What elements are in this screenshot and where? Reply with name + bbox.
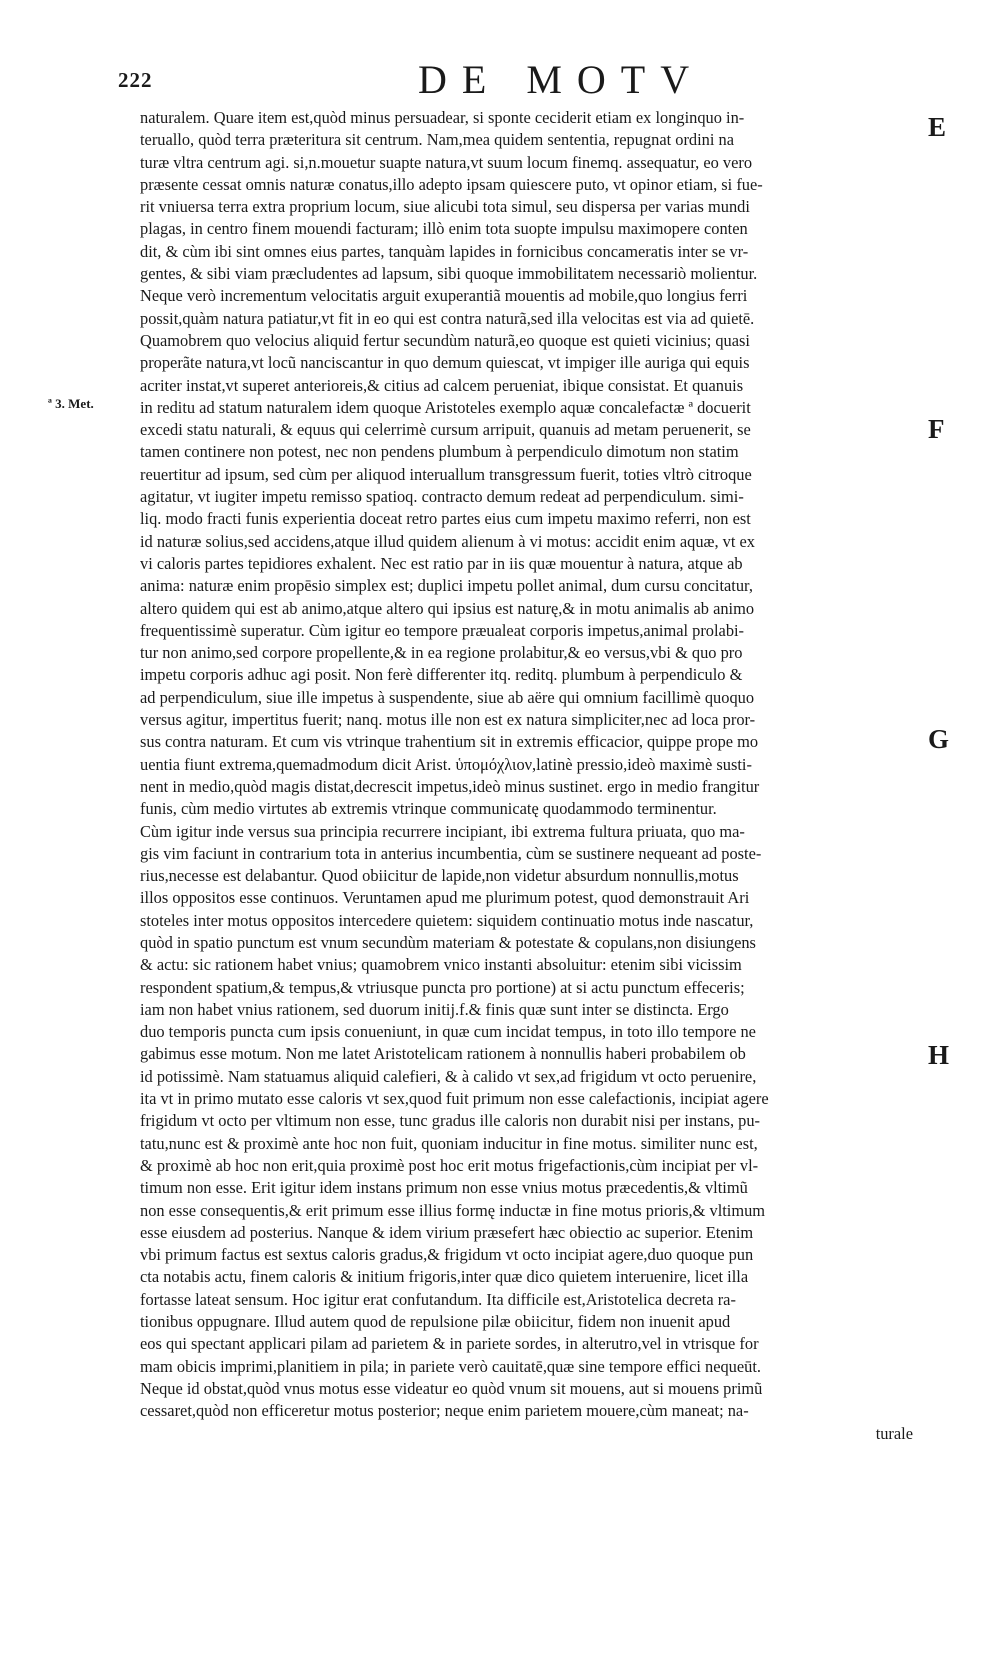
- text-line: funis, cùm medio virtutes ab extremis vtrinque communicatę quodammodo terminentur.: [140, 799, 717, 819]
- text-line: gentes, & sibi viam præcludentes ad lapsum, sibi quoque immobilitatem necessariò molientur.: [140, 264, 758, 284]
- text-line: & actu: sic rationem habet vnius; quamobrem vnico instanti absoluitur: etenim sibi vicissim: [140, 955, 742, 975]
- text-line: præsente cessat omnis naturæ conatus,illo adepto ipsam quiescere puto, vt opinor etiam, si fue-: [140, 174, 763, 194]
- text-line: plagas, in centro finem mouendi facturam; illò enim tota suopte impulsu maximopere conten: [140, 219, 748, 239]
- text-line: turæ vltra centrum agi. si,n.mouetur suapte natura,vt suum locum finemq. assequatur, eo vero: [140, 152, 753, 172]
- text-line: illos oppositos esse continuos. Veruntamen apud me plurimum potest, quod demonstrauit Ari: [140, 888, 750, 908]
- text-line: naturalem. Quare item est,quòd minus persuadear, si sponte ceciderit etiam ex longinquo in-: [140, 108, 745, 127]
- body-text: [140, 107, 915, 1445]
- catchword: turale: [875, 1423, 913, 1443]
- text-line: rit vniuersa terra extra proprium locum, siue alicubi tota simul, seu dispersa per varias mundi: [140, 197, 750, 217]
- text-line: versus agitur, impertitus fuerit; nanq. motus ille non est ex natura simpliciter,nec ad loca pror-: [140, 710, 756, 730]
- page-header: [118, 56, 918, 100]
- margin-letter-h: H: [928, 1040, 950, 1070]
- text-line: tatu,nunc est & proximè ante hoc non fuit, quoniam inducitur in fine motus. similiter nunc est,: [140, 1133, 758, 1153]
- text-line: tamen continere non potest, nec non pendens plumbum à perpendiculo dimotum non statim: [140, 442, 739, 462]
- text-line: Neque id obstat,quòd vnus motus esse videatur eo quòd vnum sit mouens, aut si mouens primũ: [140, 1378, 763, 1398]
- text-line: sus contra naturam. Et cum vis vtrinque trahentium sit in extremis efficacior, quippe prope mo: [140, 732, 759, 752]
- text-line: gis vim faciunt in contrarium tota in anterius incumbentia, cùm se sustinere nequeant ad poste-: [140, 843, 762, 863]
- text-line: agitatur, vt iugiter impetu remisso spatioq. contracto demum redeat ad perpendiculum. simi-: [140, 487, 744, 507]
- text-line: cta notabis actu, finem caloris & initium frigoris,inter quæ dico quietem interuenire, licet illa: [140, 1267, 749, 1287]
- text-line: liq. modo fracti funis experientia doceat retro partes eius cum impetu maximo referri, non est: [140, 509, 751, 529]
- text-line: impetu corporis adhuc agi posit. Non ferè differenter itq. reditq. plumbum à perpendiculo &: [140, 665, 743, 685]
- text-line: non esse consequentis,& erit primum esse illius formę inductæ in fine motus prioris,& vltimum: [140, 1200, 766, 1220]
- text-line: rius,necesse est delabantur. Quod obiicitur de lapide,non videtur absurdum nonnullis,motus: [140, 866, 739, 886]
- text-line: reuertitur ad ipsum, sed cùm per aliquod interuallum transgressum fuerit, toties vltrò citroque: [140, 464, 752, 484]
- text-line: dit, & cùm ibi sint omnes eius partes, tanquàm lapides in fornicibus concameratis inter se vr-: [140, 241, 749, 261]
- text-line: timum non esse. Erit igitur idem instans primum non esse vnius motus præcedentis,& vltimũ: [140, 1178, 748, 1198]
- text-line: tur non animo,sed corpore propellente,& in ea regione prolabitur,& eo versus,vbi & quo pro: [140, 643, 743, 663]
- text-line: id potissimè. Nam statuamus aliquid calefieri, & à calido vt sex,ad frigidum vt octo peruenire,: [140, 1066, 757, 1086]
- text-line: anima: naturæ enim propēsio simplex est; duplici impetu pollet animal, dum cursu concitatur,: [140, 576, 753, 596]
- text-line: cessaret,quòd non efficeretur motus posterior; neque enim parietem mouere,cùm maneat; na-: [140, 1401, 749, 1421]
- text-line: quòd in spatio punctum est vnum secundùm materiam & potestate & copulans,non disiungens: [140, 932, 756, 952]
- text-line: tionibus oppugnare. Illud autem quod de repulsione pilæ obiicitur, fidem non inuenit apud: [140, 1312, 731, 1332]
- text-line: fortasse lateat sensum. Hoc igitur erat confutandum. Ita difficile est,Aristotelica decreta ra-: [140, 1289, 736, 1309]
- text-line: excedi statu naturali, & equus qui celerrimè cursum arripuit, quanuis ad metam peruenerit, se: [140, 420, 751, 440]
- text-line: respondent spatium,& tempus,& vtriusque puncta pro portione) at si actu punctum effeceris;: [140, 977, 745, 997]
- text-line: eos qui spectant applicari pilam ad parietem & in pariete sordes, in alterutro,vel in vtrisque for: [140, 1334, 759, 1354]
- text-line: Quamobrem quo velocius aliquid fertur secundùm naturã,eo quoque est quieti vicinius; quasi: [140, 330, 750, 350]
- text-line: Cùm igitur inde versus sua principia recurrere incipiant, ibi extrema fultura priuata, quo ma-: [140, 821, 745, 841]
- text-line: duo temporis puncta cum ipsis conueniunt, in quæ cum incidat tempus, in toto illo tempore ne: [140, 1022, 756, 1042]
- running-title: DE MOTV: [418, 57, 705, 102]
- text-line: & proximè ab hoc non erit,quia proximè post hoc erit motus frigefactionis,cùm incipiat per vl-: [140, 1155, 759, 1175]
- text-line: uentia fiunt extrema,quemadmodum dicit Arist. ὑπομόχλιον,latinè pressio,ideò maximè susti-: [140, 754, 752, 774]
- text-line: iam non habet vnius rationem, sed duorum initij.f.& finis quæ sunt inter se distincta. Ergo: [140, 999, 729, 1019]
- text-line: ad perpendiculum, siue ille impetus à suspendente, siue ab aëre qui omnium facillimè quoquo: [140, 687, 755, 707]
- text-line: gabimus esse motum. Non me latet Aristotelicam rationem à nonnullis haberi probabilem ob: [140, 1044, 746, 1064]
- text-line: ita vt in primo mutato esse caloris vt sex,quod fuit primum non esse calefactionis, incipiat agere: [140, 1089, 769, 1109]
- text-line: mam obicis imprimi,planitiem in pila; in pariete verò cauitatē,quæ sine tempore effici nequeūt.: [140, 1356, 761, 1376]
- text-line: esse eiusdem ad posterius. Nanque & idem virium præsefert hæc obiectio ac superior. Etenim: [140, 1222, 754, 1242]
- text-line: frequentissimè superatur. Cùm igitur eo tempore præualeat corporis impetus,animal prolabi-: [140, 620, 745, 640]
- text-line: frigidum vt octo per vltimum non esse, tunc gradus ille caloris non durabit nisi per instans, pu-: [140, 1111, 761, 1131]
- margin-letter-e: E: [928, 112, 947, 142]
- text-line: in reditu ad statum naturalem idem quoque Aristoteles exemplo aquæ concalefactæ ª docuerit: [140, 397, 751, 417]
- text-line: id naturæ solius,sed accidens,atque illud quidem alienum à vi motus: accidit enim aquæ, vt ex: [140, 531, 755, 551]
- text-line: nent in medio,quòd magis distat,decrescit impetus,ideò minus sustinet. ergo in medio frangitur: [140, 776, 760, 796]
- margin-reference-note: ª 3. Met.: [48, 396, 94, 411]
- text-line: possit,quàm natura patiatur,vt fit in eo qui est contra naturã,sed illa velocitas est via ad quietē.: [140, 308, 755, 328]
- text-line: Neque verò incrementum velocitatis arguit exuperantiã mouentis ad mobile,quo longius ferri: [140, 286, 748, 306]
- text-line: stoteles inter motus oppositos intercedere quietem: siquidem continuatio motus inde nascatur,: [140, 910, 754, 930]
- text-line: vi caloris partes tepidiores exhalent. Nec est ratio par in iis quæ mouentur à natura, atque ab: [140, 553, 743, 573]
- text-line: teruallo, quòd terra præteritura sit centrum. Nam,mea quidem sententia, repugnat ordini na: [140, 130, 734, 150]
- page-number: 222: [118, 68, 153, 92]
- text-line: acriter instat,vt superet anterioreis,& citius ad calcem perueniat, ibique consistat. Et quanuis: [140, 375, 744, 395]
- text-line: vbi primum factus est sextus caloris gradus,& frigidum vt octo incipiat agere,duo quoque pun: [140, 1245, 754, 1265]
- text-line: altero quidem qui est ab animo,atque altero qui ipsius est naturę,& in motu animalis ab animo: [140, 598, 755, 618]
- margin-letter-f: F: [928, 414, 945, 444]
- text-line: properãte natura,vt locũ nanciscantur in quo demum quiescat, vt impiger ille auriga qui equis: [140, 353, 750, 373]
- margin-letter-g: G: [928, 724, 950, 754]
